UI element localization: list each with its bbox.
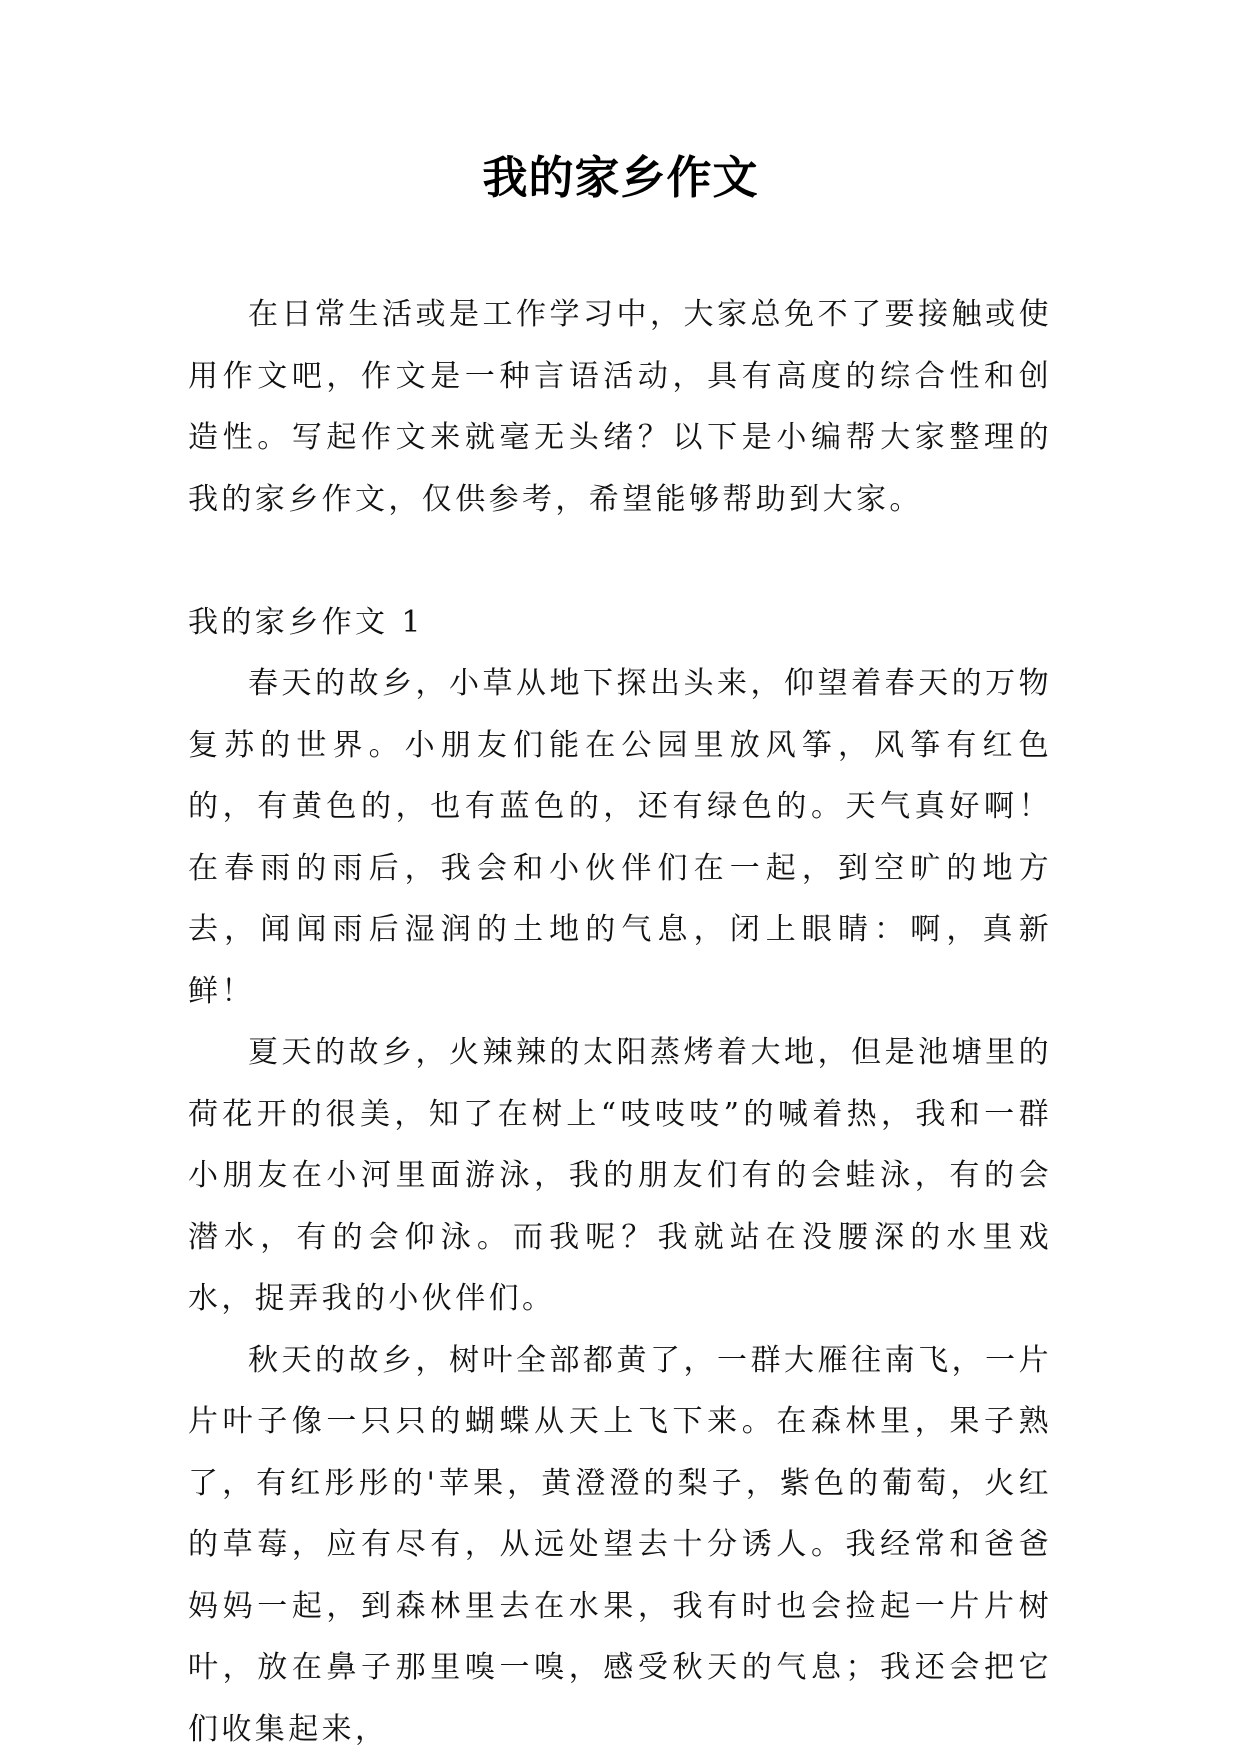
document-body	[188, 284, 1052, 1760]
intro-paragraph: 在日常生活或是工作学习中，大家总免不了要接触或使用作文吧，作文是一种言语活动，具有高度的综合性和创造性。写起作文来就毫无头绪？以下是小编帮大家整理的我的家乡作文，仅供参考，希望能够帮助到大家。	[188, 284, 1052, 530]
spring-paragraph: 春天的故乡，小草从地下探出头来，仰望着春天的万物复苏的世界。小朋友们能在公园里放风筝，风筝有红色的，有黄色的，也有蓝色的，还有绿色的。天气真好啊！在春雨的雨后，我会和小伙伴们在一起，到空旷的地方去，闻闻雨后湿润的土地的气息，闭上眼睛：啊，真新鲜！	[188, 653, 1052, 1022]
summer-paragraph: 夏天的故乡，火辣辣的太阳蒸烤着大地，但是池塘里的荷花开的很美，知了在树上“吱吱吱”的喊着热，我和一群小朋友在小河里面游泳，我的朋友们有的会蛙泳，有的会潜水，有的会仰泳。而我呢？我就站在没腰深的水里戏水，捉弄我的小伙伴们。	[188, 1022, 1052, 1330]
section-heading: 我的家乡作文 1	[188, 592, 1052, 654]
paragraph-spacer	[188, 530, 1052, 592]
autumn-paragraph: 秋天的故乡，树叶全部都黄了，一群大雁往南飞，一片片叶子像一只只的蝴蝶从天上飞下来。在森林里，果子熟了，有红彤彤的'苹果，黄澄澄的梨子，紫色的葡萄，火红的草莓，应有尽有，从远处望去十分诱人。我经常和爸爸妈妈一起，到森林里去在水果，我有时也会捡起一片片树叶，放在鼻子那里嗅一嗅，感受秋天的气息；我还会把它们收集起来，	[188, 1330, 1052, 1760]
document-title: 我的家乡作文	[0, 148, 1241, 208]
